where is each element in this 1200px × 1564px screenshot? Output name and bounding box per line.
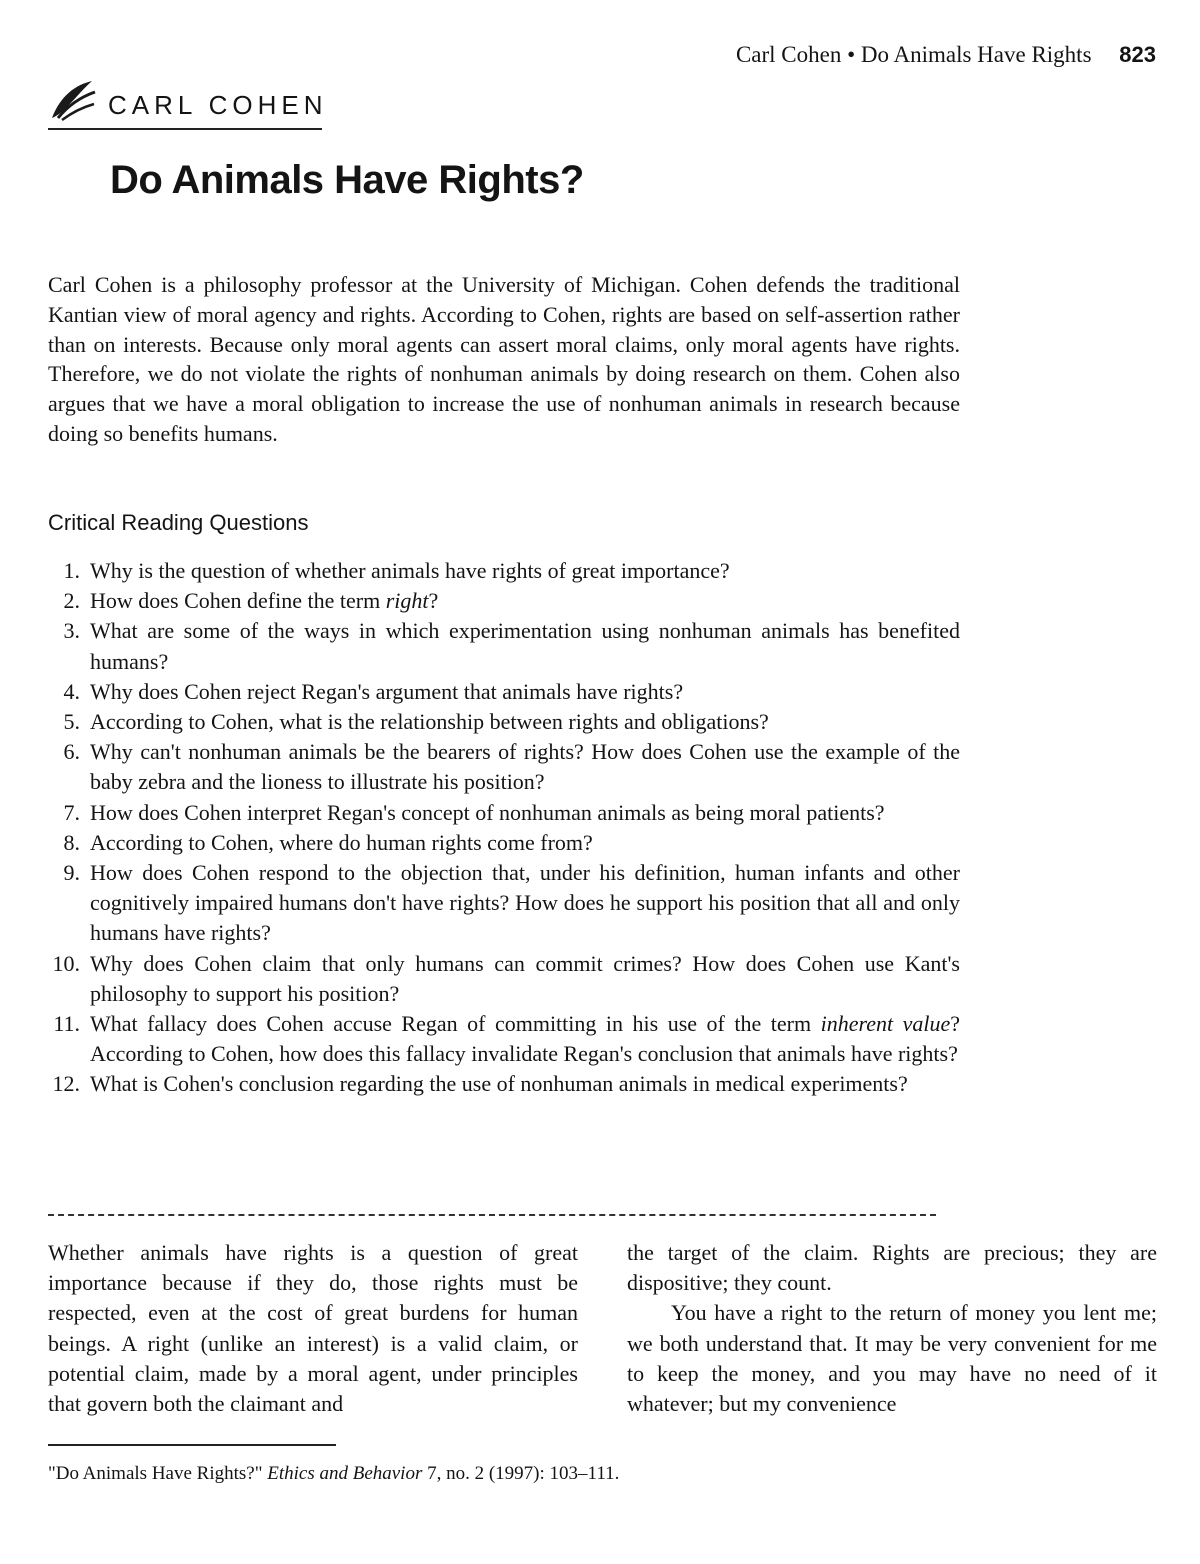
running-head xyxy=(736,42,1156,68)
question-text: ? xyxy=(428,588,439,614)
question-text: How does Cohen define the term xyxy=(90,588,386,614)
question-item xyxy=(48,677,960,707)
body-paragraph: You have a right to the return of money you lent me; we both understand that. It may be very convenient for me to keep the money, and you may have no need of it whatever; but my convenience xyxy=(627,1300,1157,1417)
question-item xyxy=(48,616,960,676)
question-item xyxy=(48,949,960,1009)
question-text: What are some of the ways in which experimentation using nonhuman animals has benefited humans? xyxy=(90,618,960,674)
question-number: 9. xyxy=(63,860,80,886)
question-text: According to Cohen, where do human rights come from? xyxy=(90,829,593,855)
page-number: 823 xyxy=(1119,42,1156,67)
question-item xyxy=(48,828,960,858)
critical-reading-list xyxy=(48,556,960,1100)
question-item xyxy=(48,1009,960,1069)
footnote-rule xyxy=(48,1444,336,1446)
running-head-text: Carl Cohen • Do Animals Have Rights xyxy=(735,42,1092,67)
body-paragraph: the target of the claim. Rights are precious; they are dispositive; they count. xyxy=(627,1240,1157,1296)
footnote-journal: Ethics and Behavior xyxy=(267,1463,423,1484)
question-text: What is Cohen's conclusion regarding the use of nonhuman animals in medical experiments? xyxy=(90,1071,908,1097)
question-term: inherent value xyxy=(820,1011,951,1037)
question-text: How does Cohen interpret Regan's concept of nonhuman animals as being moral patients? xyxy=(90,799,885,825)
question-number: 11. xyxy=(53,1011,80,1037)
question-text: Why does Cohen claim that only humans can commit crimes? How does Cohen use Kant's philosophy to support his position? xyxy=(90,950,960,1006)
question-number: 10. xyxy=(52,950,80,976)
question-text: According to Cohen, what is the relationship between rights and obligations? xyxy=(90,709,769,735)
author-name: CARL COHEN xyxy=(108,89,328,120)
body-paragraph: Whether animals have rights is a question of great importance because if they do, those rights must be respected, even at the cost of great burdens for human beings. A right (unlike an interest) is a valid claim, or potential claim, made by a moral agent, under principles that govern both the claimant and xyxy=(48,1240,578,1417)
footnote-text: 7, no. 2 (1997): 103–111. xyxy=(422,1463,620,1484)
question-number: 3. xyxy=(63,618,80,644)
intro-paragraph: Carl Cohen is a philosophy professor at the University of Michigan. Cohen defends the traditional Kantian view of moral agency and rights. According to Cohen, rights are based on self-assertion rather than on interests. Because only moral agents can assert moral claims, only moral agents have rights. Therefore, we do not violate the rights of nonhuman animals by doing research on them. Cohen also argues that we have a moral obligation to increase the use of nonhuman animals in research because doing so benefits humans. xyxy=(48,272,960,446)
section-divider xyxy=(48,1214,936,1216)
question-text: How does Cohen respond to the objection that, under his definition, human infants and other cognitively impaired humans don't have rights? How does he support his position that all and only humans have rights? xyxy=(90,860,960,946)
question-number: 7. xyxy=(63,799,80,825)
question-item xyxy=(48,556,960,586)
question-number: 1. xyxy=(63,558,80,583)
footnote-text: "Do Animals Have Rights?" xyxy=(48,1463,268,1484)
article-title: Do Animals Have Rights? xyxy=(110,158,584,202)
question-number: 2. xyxy=(63,588,80,614)
question-number: 12. xyxy=(52,1071,80,1097)
question-number: 5. xyxy=(63,709,80,735)
critical-reading-heading: Critical Reading Questions xyxy=(48,510,309,535)
body-column-left xyxy=(48,1238,578,1419)
question-number: 6. xyxy=(63,739,80,765)
question-text: Why does Cohen reject Regan's argument that animals have rights? xyxy=(90,678,684,704)
author-banner xyxy=(48,78,328,122)
question-item xyxy=(48,1069,960,1099)
question-term: right xyxy=(385,588,429,614)
question-text: Why can't nonhuman animals be the bearers of rights? How does Cohen use the example of the baby zebra and the lioness to illustrate his position? xyxy=(90,739,960,795)
author-rule xyxy=(48,128,322,130)
question-number: 8. xyxy=(63,829,80,855)
question-item xyxy=(48,798,960,828)
question-item xyxy=(48,586,960,616)
question-number: 4. xyxy=(63,678,80,704)
question-item xyxy=(48,737,960,797)
body-column-right xyxy=(627,1238,1157,1419)
question-text: Why is the question of whether animals have rights of great importance? xyxy=(90,558,730,583)
quill-logo-icon xyxy=(48,78,98,122)
footnote xyxy=(48,1463,619,1485)
question-item xyxy=(48,858,960,949)
question-item xyxy=(48,707,960,737)
question-text: ? According to Cohen, how does this fallacy invalidate Regan's conclusion that animals have rights? xyxy=(90,1011,960,1067)
question-text: What fallacy does Cohen accuse Regan of committing in his use of the term xyxy=(90,1011,821,1037)
